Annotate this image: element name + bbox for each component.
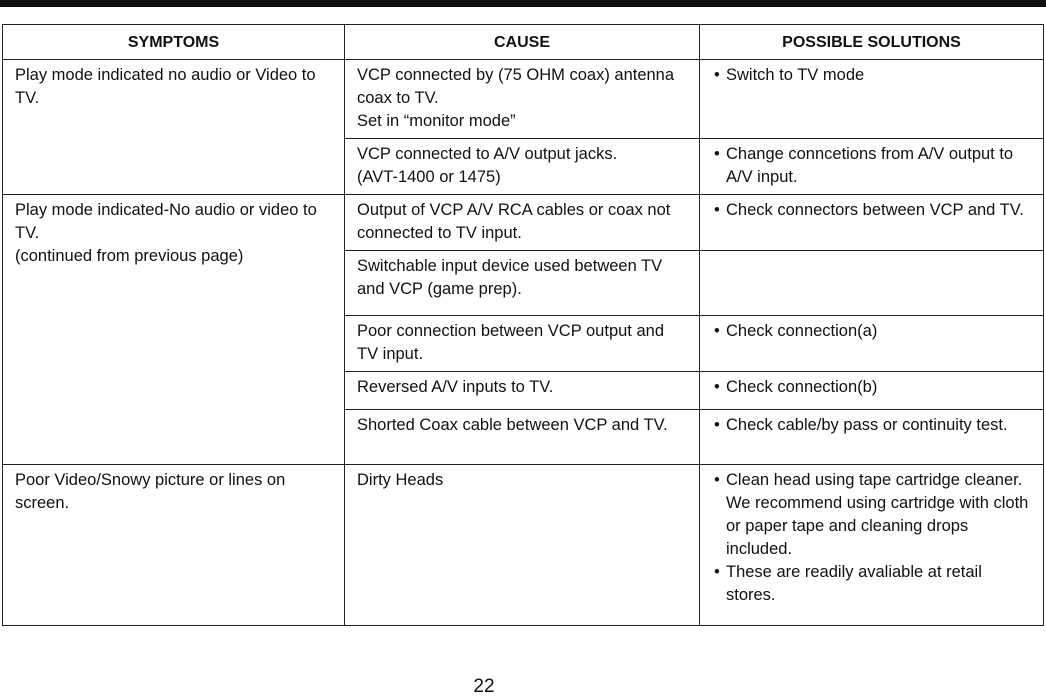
table-row <box>3 195 1044 251</box>
table-body <box>3 60 1044 626</box>
symptom-line: (continued from previous page) <box>15 247 244 265</box>
solution-item: • Switch to TV mode <box>712 64 1033 87</box>
solution-cell <box>700 465 1044 626</box>
cause-cell <box>345 372 700 410</box>
solution-item: • Check connectors between VCP and TV. <box>712 199 1033 222</box>
troubleshooting-table <box>2 24 1044 626</box>
solution-list <box>712 143 1033 189</box>
cause-line: Output of VCP A/V RCA cables or coax not connected to TV input. <box>357 201 671 242</box>
cause-line: Set in “monitor mode” <box>357 112 516 130</box>
cause-line: VCP connected to A/V output jacks. <box>357 145 618 163</box>
solutions-header: POSSIBLE SOLUTIONS <box>700 25 1044 60</box>
solution-list <box>712 469 1033 607</box>
solution-cell <box>700 251 1044 316</box>
symptoms-header: SYMPTOMS <box>3 25 345 60</box>
solution-list <box>712 376 1033 399</box>
solution-item: • Check cable/by pass or continuity test. <box>712 414 1033 437</box>
solution-list <box>712 414 1033 437</box>
header-row <box>3 25 1044 60</box>
symptom-cell <box>3 195 345 465</box>
cause-line: Poor connection between VCP output and TV input. <box>357 322 664 363</box>
table-row <box>3 60 1044 139</box>
cause-cell <box>345 410 700 465</box>
cause-cell <box>345 316 700 372</box>
cause-line: Switchable input device used between TV and VCP (game prep). <box>357 257 663 298</box>
solution-cell <box>700 139 1044 195</box>
solution-item: • These are readily avaliable at retail stores. <box>712 561 1033 607</box>
symptom-line: Poor Video/Snowy picture or lines on screen. <box>15 471 286 512</box>
solution-cell <box>700 60 1044 139</box>
cause-line: Dirty Heads <box>357 471 444 489</box>
cause-line: (AVT-1400 or 1475) <box>357 168 501 186</box>
solution-item: • Check connection(a) <box>712 320 1033 343</box>
solution-cell <box>700 372 1044 410</box>
cause-cell <box>345 465 700 626</box>
table-row <box>3 465 1044 626</box>
cause-line: VCP connected by (75 OHM coax) antenna coax to TV. <box>357 66 675 107</box>
symptom-cell <box>3 465 345 626</box>
solution-list <box>712 199 1033 222</box>
cause-cell <box>345 60 700 139</box>
solution-cell <box>700 195 1044 251</box>
solution-item: • Check connection(b) <box>712 376 1033 399</box>
solution-item: • Clean head using tape cartridge cleaner. We recommend using cartridge with cloth or paper tape and cleaning drops included. <box>712 469 1033 561</box>
solution-list <box>712 320 1033 343</box>
cause-cell <box>345 251 700 316</box>
cause-cell <box>345 195 700 251</box>
solution-cell <box>700 410 1044 465</box>
cause-cell <box>345 139 700 195</box>
page-number: 22 <box>473 676 495 697</box>
solution-list <box>712 64 1033 87</box>
cause-header: CAUSE <box>345 25 700 60</box>
solution-cell <box>700 316 1044 372</box>
symptom-cell <box>3 60 345 195</box>
cause-line: Reversed A/V inputs to TV. <box>357 378 554 396</box>
top-rule <box>0 0 1046 7</box>
solution-item: • Change conncetions from A/V output to A/V input. <box>712 143 1033 189</box>
symptom-line: Play mode indicated no audio or Video to TV. <box>15 66 316 107</box>
symptom-line: Play mode indicated-No audio or video to TV. <box>15 201 317 242</box>
cause-line: Shorted Coax cable between VCP and TV. <box>357 416 668 434</box>
